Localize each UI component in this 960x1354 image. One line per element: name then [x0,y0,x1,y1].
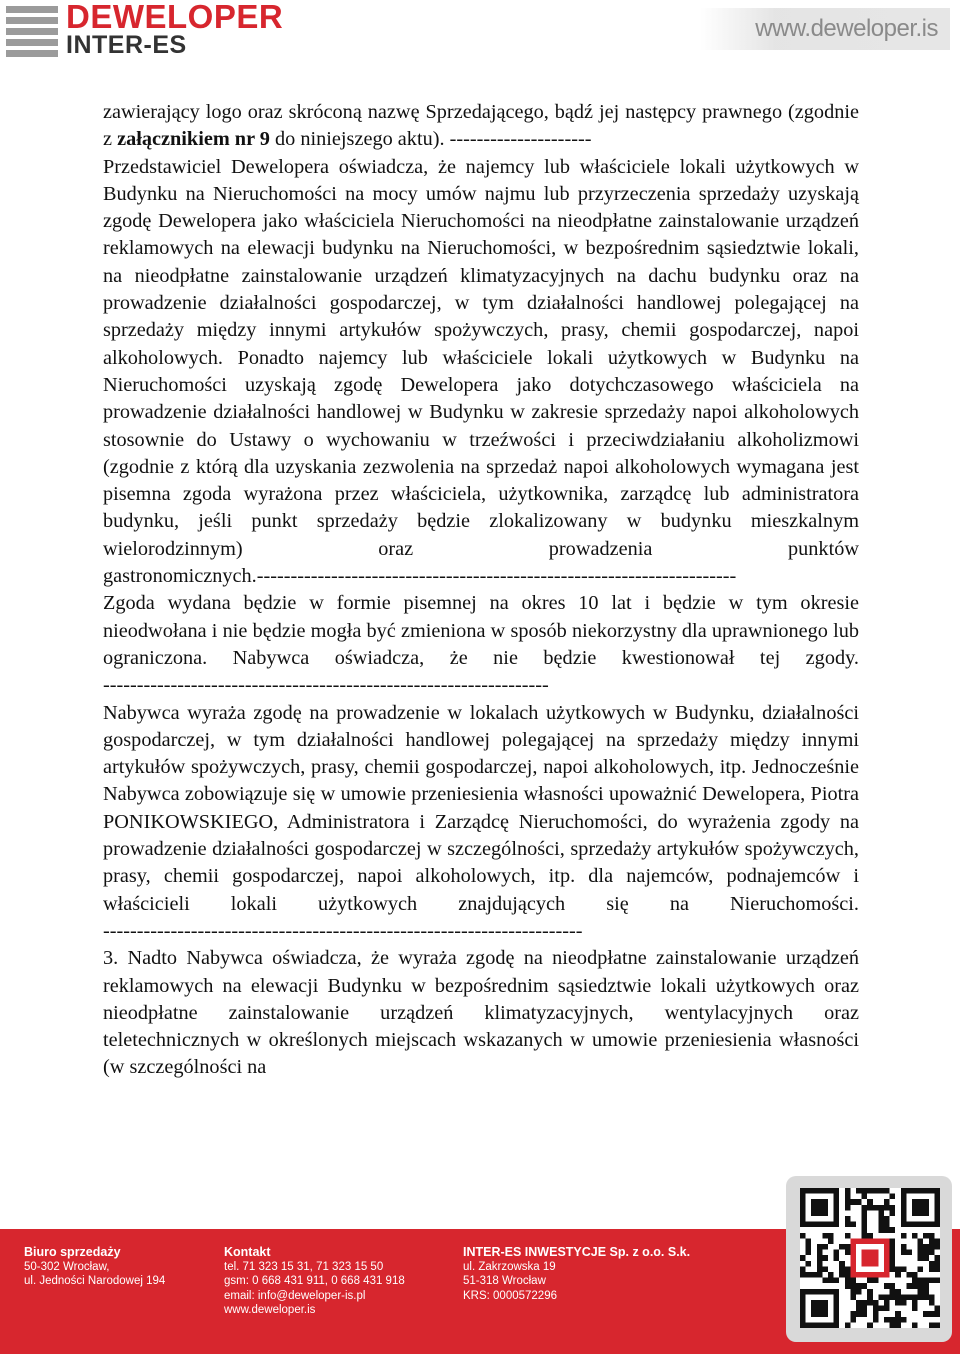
footer-sales-office: Biuro sprzedaży 50-302 Wrocław, ul. Jedności Narodowej 194 [24,1245,166,1287]
company-logo [4,2,294,62]
document-body [103,99,859,1082]
website-url[interactable]: www.deweloper.is [700,8,950,50]
logo-subtitle: INTER-ES [66,31,187,59]
logo-mark-icon [4,2,60,58]
dash-filler: ----------------------------------------------------------------------- [256,565,737,588]
paragraph-3: Zgoda wydana będzie w formie pisemnej na okres 10 lat i będzie w tym okresie nieodwołana i nie będzie mogła być zmieniona w sposób niekorzystny dla uprawnionego lub ograniczona. Nabywca oświadcza, że nie będzie kwestionował tej zgody. ------------------------------------------------------------------ [103,592,859,697]
paragraph-4: Nabywca wyraża zgodę na prowadzenie w lokalach użytkowych w Budynku, działalności gospodarczej, w tym działalności handlowej polegającej na sprzedaży między innymi artykułów spożywczych, prasy, chemii gospodarczej, napoi alkoholowych, itp. Jednocześnie Nabywca zobowiązuje się w umowie przeniesienia własności upoważnić Dewelopera, Piotra PONIKOWSKIEGO, Administratora i Zarządcę Nieruchomości, do wyrażenia zgody na prowadzenie działalności gospodarczej w szczególności, sprzedaży artykułów spożywczych, prasy, chemii gospodarczej, napoi alkoholowych, itp. dla najemców, podnajemców i właścicieli lokali użytkowych znajdujących się na Nieruchomości. ----------------------------------------------------------------------- [103,701,859,942]
paragraph-5: 3. Nadto Nabywca oświadcza, że wyraża zgodę na nieodpłatne zainstalowanie urządzeń reklamowych na elewacji Budynku w bezpośrednim sąsiedztwie lokali użytkowych oraz nieodpłatne zainstalowanie urządzeń klimatyzacyjnych, wentylacyjnych oraz teletechnicznych w określonych miejscach wskazanych w umowie przeniesienia własności (w szczególności na [103,947,859,1079]
footer-gsm: gsm: 0 668 431 911, 0 668 431 918 [224,1275,405,1287]
footer-company: INTER-ES INWESTYCJE Sp. z o.o. S.k. ul. Zakrzowska 19 51-318 Wrocław KRS: 0000572296 [463,1245,691,1302]
footer-email[interactable]: email: info@deweloper-is.pl [224,1289,366,1302]
footer-phone: tel. 71 323 15 31, 71 323 15 50 [224,1260,384,1273]
paragraph-2: Przedstawiciel Dewelopera oświadcza, że najemcy lub właściciele lokali użytkowych w Budynku na Nieruchomości na mocy umów najmu lub przyrzeczenia sprzedaży uzyskają zgodę Dewelopera jako właściciela Nieruchomości na nieodpłatne zainstalowanie urządzeń reklamowych na elewacji budynku na Nieruchomości, w bezpośrednim sąsiedztwie lokali, na nieodpłatne zainstalowanie urządzeń klimatyzacyjnych na dachu budynku oraz na prowadzenie działalności gospodarczej, w tym działalności handlowej polegającej na sprzedaży między innymi artykułów spożywczych, prasy, chemii gospodarczej, napoi alkoholowych. Ponadto najemcy lub właściciele lokali użytkowych w Budynku na Nieruchomości uzyskają zgodę Dewelopera jako dotychczasowego właściciela na prowadzenie działalności handlowej w Budynku w zakresie sprzedaży napoi alkoholowych stosownie do Ustawy o wychowaniu w trzeźwości i przeciwdziałaniu alkoholizmowi (zgodnie z którą dla uzyskania zezwolenia na sprzedaż napoi alkoholowych wymagana jest pisemna zgoda wyrażona przez właściciela, użytkownika, zarządcę lub administratora budynku, jeśli punkt sprzedaży będzie zlokalizowany w budynku mieszkalnym wielorodzinnym) oraz prowadzenia punktów gastronomicznych.----------------------------------------------------------------------- [103,155,859,588]
footer-contact: Kontakt tel. 71 323 15 31, 71 323 15 50 gsm: 0 668 431 911, 0 668 431 918 email: info@deweloper-is.pl www.deweloper.is [224,1245,405,1316]
qr-code-icon [800,1188,940,1328]
footer-website[interactable]: www.deweloper.is [224,1304,316,1316]
annex-reference: załącznikiem nr 9 [117,128,270,151]
dash-filler: ------------------------------------------------------------------ [103,674,549,697]
page-header [0,0,960,70]
logo-title: DEWELOPER [66,0,284,35]
dash-filler: ----------------------------------------------------------------------- [103,919,583,942]
paragraph-1: zawierający logo oraz skróconą nazwę Sprzedającego, bądź jej następcy prawnego (zgodnie z załącznikiem nr 9 do niniejszego aktu). --------------------- [103,101,859,151]
dash-filler: --------------------- [449,128,592,151]
